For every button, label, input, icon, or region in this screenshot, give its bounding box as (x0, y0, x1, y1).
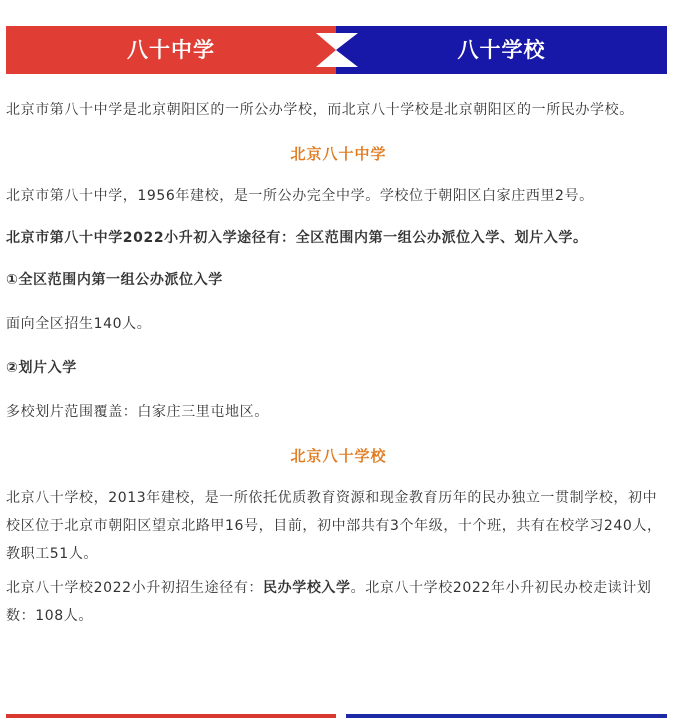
admission-path-2-text: 多校划片范围覆盖：白家庄三里屯地区。 (6, 404, 269, 420)
admission-path-1-text: 面向全区招生140人。 (6, 316, 152, 332)
section-heading-school-80: 北京八十学校 (290, 447, 387, 465)
admission-path-2-title: ②划片入学 (6, 360, 77, 376)
section-heading-school-80-middle: 北京八十中学 (290, 145, 387, 163)
banner-left-label: 八十中学 (127, 38, 215, 62)
section1-description: 北京市第八十中学，1956年建校，是一所公办完全中学。学校位于朝阳区白家庄西里2号。 (6, 188, 594, 204)
article-body (6, 96, 671, 630)
banner-right-label: 八十学校 (457, 38, 546, 62)
section2-paths-bold: 民办学校入学 (263, 580, 351, 596)
section2-paths-suffix: 。北京八十学校2022年小升初民办校走读计划数：108人。 (6, 580, 652, 624)
intro-paragraph: 北京市第八十中学是北京朝阳区的一所公办学校，而北京八十学校是北京朝阳区的一所民办学校。 (6, 102, 634, 118)
section1-admission-paths: 北京市第八十中学2022小升初入学途径有：全区范围内第一组公办派位入学、划片入学。 (6, 230, 588, 246)
footer-divider-right (346, 714, 667, 718)
footer-divider (6, 714, 667, 718)
section2-paths-prefix: 北京八十学校2022小升初招生途径有： (6, 580, 264, 596)
footer-divider-left (6, 714, 336, 718)
section2-description: 北京八十学校，2013年建校，是一所依托优质教育资源和现金教育历年的民办独立一贯制学校，初中校区位于北京市朝阳区望京北路甲16号，目前，初中部共有3个年级，十个班，共有在校学习240人，教职工51人。 (6, 490, 662, 562)
school-comparison-banner (6, 26, 667, 74)
section2-admission-paths (6, 574, 671, 630)
admission-path-1-title: ①全区范围内第一组公办派位入学 (6, 272, 223, 288)
